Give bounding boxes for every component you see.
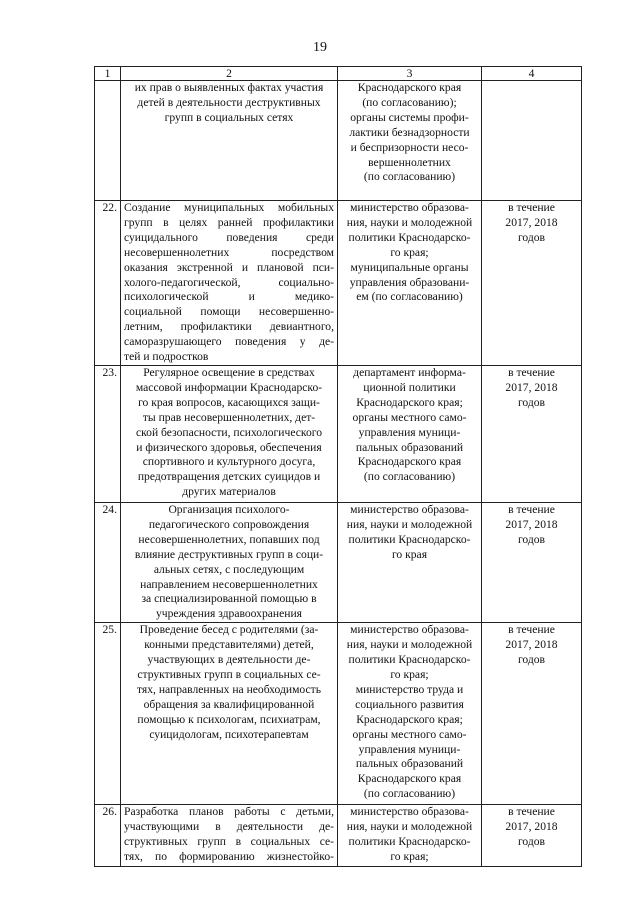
table-row bbox=[95, 503, 582, 623]
row-responsible: министерство образова- ния, науки и молодежной политики Краснодарско- го края; министерство труда и социального развития Краснодарского края; органы местного само- управления муници- пальных образований Краснодарского края (по согласованию) bbox=[338, 623, 482, 805]
table-row bbox=[95, 805, 582, 867]
row-term: в течение 2017, 2018 годов bbox=[482, 201, 582, 366]
action-plan-table bbox=[94, 66, 582, 867]
row-number: 25. bbox=[95, 623, 121, 805]
row-responsible: Краснодарского края (по согласованию); органы системы профи- лактики безнадзорности и беспризорности несо- вершеннолетних (по согласованию) bbox=[338, 81, 482, 201]
header-col-3: 3 bbox=[338, 67, 482, 81]
header-col-2: 2 bbox=[121, 67, 338, 81]
row-description: Проведение бесед с родителями (за- конными представителями) детей, участвующих в деятельности де- структивных групп в социальных се- тях, направленных на необходимость обращения за квалифицированной помощью к психологам, психиатрам, суицидологам, психотерапевтам bbox=[121, 623, 338, 805]
row-responsible: министерство образова- ния, науки и молодежной политики Краснодарско- го края; муниципальные органы управления образовани- ем (по согласованию) bbox=[338, 201, 482, 366]
header-col-1: 1 bbox=[95, 67, 121, 81]
row-term: в течение 2017, 2018 годов bbox=[482, 623, 582, 805]
header-col-4: 4 bbox=[482, 67, 582, 81]
row-description: Создание муниципальных мобильных групп в целях ранней профилактики суицидального поведения среди несовершеннолетних посредством оказания экстренной и плановой пси- холого-педагогической, социально- психологической и медико- социальной помощи несовершенно- летним, профилактики девиантного, саморазрушающего поведения у де- тей и подростков bbox=[121, 201, 338, 366]
row-number: 22. bbox=[95, 201, 121, 366]
row-number bbox=[95, 81, 121, 201]
row-number: 23. bbox=[95, 366, 121, 503]
table-row bbox=[95, 623, 582, 805]
table-row bbox=[95, 81, 582, 201]
page-number: 19 bbox=[313, 40, 327, 55]
table-row bbox=[95, 366, 582, 503]
row-responsible: департамент информа- ционной политики Краснодарского края; органы местного само- управления муници- пальных образований Краснодарского края (по согласованию) bbox=[338, 366, 482, 503]
row-description: их прав о выявленных фактах участия детей в деятельности деструктивных групп в социальных сетях bbox=[121, 81, 338, 201]
row-responsible: министерство образова- ния, науки и молодежной политики Краснодарско- го края bbox=[338, 503, 482, 623]
row-number: 24. bbox=[95, 503, 121, 623]
row-term: в течение 2017, 2018 годов bbox=[482, 805, 582, 867]
row-term: в течение 2017, 2018 годов bbox=[482, 503, 582, 623]
row-description: Разработка планов работы с детьми, участвующими в деятельности де- структивных групп в социальных се- тях, по формированию жизнестойко- bbox=[121, 805, 338, 867]
row-responsible: министерство образова- ния, науки и молодежной политики Краснодарско- го края; bbox=[338, 805, 482, 867]
row-term: в течение 2017, 2018 годов bbox=[482, 366, 582, 503]
table-row bbox=[95, 201, 582, 366]
row-term bbox=[482, 81, 582, 201]
row-number: 26. bbox=[95, 805, 121, 867]
row-description: Регулярное освещение в средствах массовой информации Краснодарско- го края вопросов, касающихся защи- ты прав несовершеннолетних, дет- ской безопасности, психологического и физического здоровья, обеспечения спортивного и культурного досуга, предотвращения детских суицидов и других материалов bbox=[121, 366, 338, 503]
table-header-row bbox=[95, 67, 582, 81]
row-description: Организация психолого- педагогического сопровождения несовершеннолетних, попавших под влияние деструктивных групп в соци- альных сетях, с последующим направлением несовершеннолетних за специализированной помощью в учреждения здравоохранения bbox=[121, 503, 338, 623]
